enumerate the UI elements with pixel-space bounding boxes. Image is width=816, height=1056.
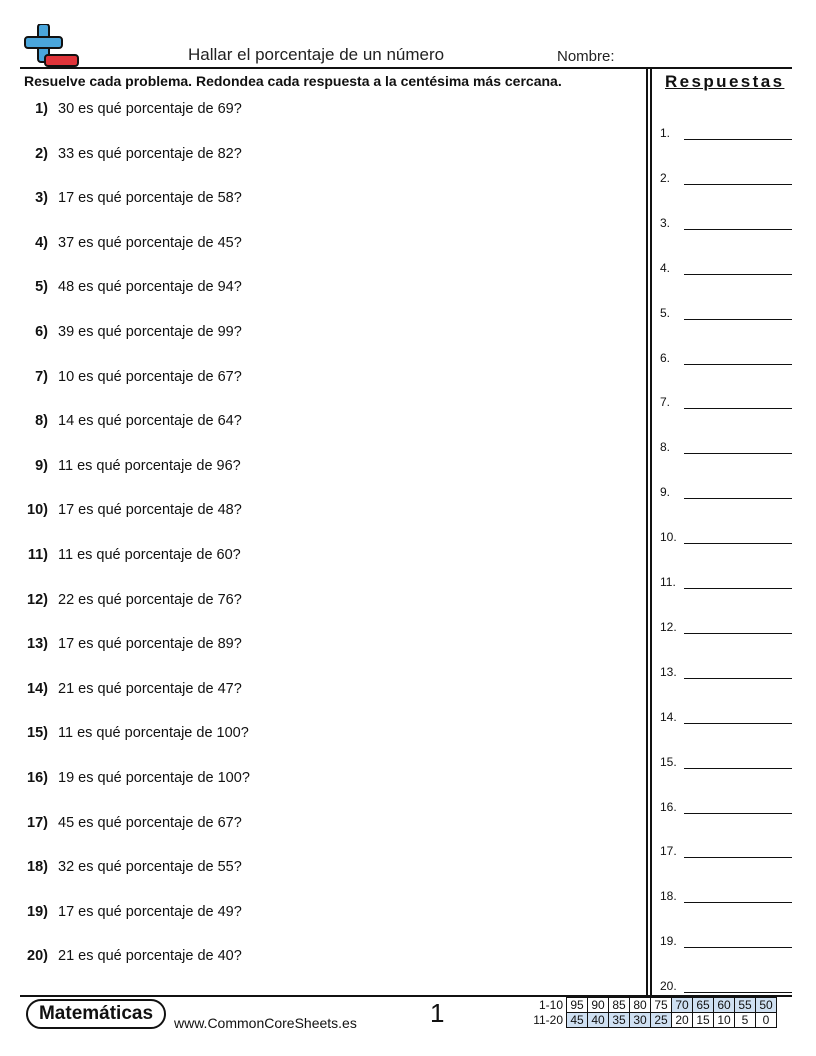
problem-text: 10 es qué porcentaje de 67? — [58, 368, 242, 385]
problem-text: 22 es qué porcentaje de 76? — [58, 591, 242, 608]
problem-number: 13) — [27, 636, 48, 653]
problem-number: 15) — [27, 725, 48, 742]
problem-text: 17 es qué porcentaje de 58? — [58, 190, 242, 207]
answer-column-divider-right — [650, 67, 652, 996]
score-table — [527, 997, 777, 1028]
problem-item — [0, 636, 242, 652]
worksheet-title: Hallar el porcentaje de un número — [188, 45, 445, 64]
problem-number: 5) — [35, 279, 48, 296]
problem-text: 21 es qué porcentaje de 47? — [58, 680, 242, 697]
score-cell: 45 — [567, 1013, 588, 1028]
plus-minus-logo-icon — [24, 24, 80, 68]
answer-blank[interactable] — [684, 992, 792, 993]
answer-item — [660, 751, 792, 769]
problem-item — [0, 279, 242, 295]
problem-number: 11) — [27, 547, 48, 563]
problem-text: 39 es qué porcentaje de 99? — [58, 324, 242, 340]
answer-label: 6. — [660, 350, 671, 365]
score-cell: 20 — [672, 1013, 693, 1028]
score-cell: 95 — [567, 998, 588, 1013]
instructions: Resuelve cada problema. Redondea cada respuesta a la centésima más cercana. — [24, 73, 562, 89]
problem-text: 11 es qué porcentaje de 96? — [58, 457, 241, 474]
answer-item — [660, 122, 792, 140]
answer-label: 16. — [660, 799, 677, 814]
problem-item — [0, 681, 242, 697]
problem-text: 45 es qué porcentaje de 67? — [58, 814, 242, 831]
answer-item — [660, 885, 792, 903]
answer-blank[interactable] — [684, 364, 792, 365]
answer-label: 2. — [660, 170, 671, 185]
problem-item — [0, 369, 242, 385]
problem-number: 17) — [27, 814, 48, 831]
answer-item — [660, 526, 792, 544]
problem-item — [0, 592, 242, 608]
answer-blank[interactable] — [684, 139, 792, 140]
problem-number: 16) — [27, 770, 48, 786]
answer-label: 15. — [660, 754, 677, 769]
problem-item — [0, 547, 241, 563]
answer-label: 1. — [660, 126, 671, 140]
answer-blank[interactable] — [684, 768, 792, 769]
answer-label: 12. — [660, 619, 677, 634]
answer-column-divider-left — [646, 67, 648, 996]
score-row — [527, 998, 777, 1013]
answer-blank[interactable] — [684, 274, 792, 275]
problem-text: 30 es qué porcentaje de 69? — [58, 101, 242, 117]
problem-item — [0, 815, 242, 831]
score-row-label: 11-20 — [533, 1013, 563, 1027]
score-cell: 15 — [693, 1013, 714, 1028]
problem-text: 37 es qué porcentaje de 45? — [58, 234, 242, 251]
problem-number: 6) — [35, 324, 48, 340]
score-cell: 10 — [714, 1013, 735, 1028]
score-cell: 30 — [630, 1013, 651, 1028]
problem-text: 14 es qué porcentaje de 64? — [58, 413, 242, 430]
answer-item — [660, 796, 792, 814]
answer-blank[interactable] — [684, 319, 792, 320]
answer-item — [660, 302, 792, 320]
problem-number: 8) — [35, 413, 48, 430]
problem-text: 17 es qué porcentaje de 48? — [58, 502, 242, 519]
answers-title: Respuestas — [665, 72, 785, 91]
answer-label: 14. — [660, 709, 677, 724]
score-cell: 50 — [756, 998, 777, 1013]
answer-label: 5. — [660, 305, 671, 320]
score-cell: 55 — [735, 998, 756, 1013]
answer-label: 19. — [660, 934, 677, 949]
problem-item — [0, 413, 242, 429]
problem-number: 14) — [27, 680, 48, 697]
answer-label: 17. — [660, 844, 677, 859]
website-link[interactable]: www.CommonCoreSheets.es — [174, 1015, 357, 1031]
score-row-label: 1-10 — [538, 998, 563, 1012]
answer-label: 9. — [660, 485, 671, 500]
answer-blank[interactable] — [684, 543, 792, 544]
answer-blank[interactable] — [684, 947, 792, 948]
answer-item — [660, 975, 792, 993]
answer-item — [660, 616, 792, 634]
answer-label: 4. — [660, 260, 671, 275]
answer-item — [660, 930, 792, 948]
problem-item — [0, 190, 242, 206]
score-cell: 40 — [588, 1013, 609, 1028]
problem-text: 17 es qué porcentaje de 49? — [58, 903, 242, 920]
answer-blank[interactable] — [684, 902, 792, 903]
answer-label: 8. — [660, 440, 671, 455]
score-cell: 90 — [588, 998, 609, 1013]
answer-item — [660, 167, 792, 185]
problem-number: 1) — [35, 101, 48, 117]
answer-label: 10. — [660, 530, 677, 545]
problem-text: 11 es qué porcentaje de 60? — [58, 547, 241, 563]
score-cell: 75 — [651, 998, 672, 1013]
answer-label: 18. — [660, 889, 677, 904]
score-cell: 35 — [609, 1013, 630, 1028]
answer-item — [660, 212, 792, 230]
answer-blank[interactable] — [684, 498, 792, 499]
problem-number: 4) — [35, 234, 48, 251]
problem-number: 19) — [27, 903, 48, 920]
score-cell: 25 — [651, 1013, 672, 1028]
problem-item — [0, 324, 242, 340]
score-cell: 85 — [609, 998, 630, 1013]
score-cell: 65 — [693, 998, 714, 1013]
answer-blank[interactable] — [684, 229, 792, 230]
answer-blank[interactable] — [684, 678, 792, 679]
answer-item — [660, 661, 792, 679]
problem-item — [0, 948, 242, 964]
score-cell: 80 — [630, 998, 651, 1013]
score-cell: 5 — [735, 1013, 756, 1028]
answer-label: 3. — [660, 215, 671, 230]
name-label: Nombre: — [557, 48, 615, 65]
problem-number: 10) — [27, 502, 48, 519]
brand-badge: Matemáticas — [26, 999, 166, 1029]
problem-number: 7) — [35, 368, 48, 385]
problem-number: 9) — [35, 457, 48, 474]
answer-label: 7. — [660, 395, 671, 410]
problem-text: 21 es qué porcentaje de 40? — [58, 948, 242, 965]
answer-item — [660, 481, 792, 499]
answer-blank[interactable] — [684, 184, 792, 185]
page-number: 1 — [430, 998, 445, 1028]
answer-item — [660, 436, 792, 454]
answer-blank[interactable] — [684, 633, 792, 634]
problem-number: 2) — [35, 145, 48, 162]
answer-item — [660, 347, 792, 365]
answer-blank[interactable] — [684, 723, 792, 724]
problem-text: 32 es qué porcentaje de 55? — [58, 859, 242, 876]
problem-item — [0, 235, 242, 251]
problem-text: 17 es qué porcentaje de 89? — [58, 636, 242, 653]
problem-item — [0, 458, 241, 474]
answer-item — [660, 571, 792, 589]
problem-item — [0, 146, 242, 162]
answer-blank[interactable] — [684, 408, 792, 409]
answer-blank[interactable] — [684, 453, 792, 454]
answer-item — [660, 706, 792, 724]
problem-item — [0, 904, 242, 920]
score-cell: 60 — [714, 998, 735, 1013]
score-row — [527, 1013, 777, 1028]
answer-label: 13. — [660, 664, 677, 679]
answer-item — [660, 391, 792, 409]
score-cell: 0 — [756, 1013, 777, 1028]
answer-item — [660, 840, 792, 858]
problem-text: 19 es qué porcentaje de 100? — [58, 770, 250, 786]
problem-number: 12) — [27, 591, 48, 608]
answer-label: 11. — [660, 575, 676, 589]
problem-item — [0, 502, 242, 518]
problem-item — [0, 859, 242, 875]
score-cell: 70 — [672, 998, 693, 1013]
problem-number: 20) — [27, 948, 48, 965]
problem-text: 33 es qué porcentaje de 82? — [58, 145, 242, 162]
problem-item — [0, 101, 242, 117]
header-divider — [20, 67, 792, 69]
answer-blank[interactable] — [684, 857, 792, 858]
answer-label: 20. — [660, 979, 677, 994]
problem-number: 18) — [27, 859, 48, 876]
problem-text: 48 es qué porcentaje de 94? — [58, 279, 242, 296]
problem-item — [0, 770, 250, 786]
answer-blank[interactable] — [684, 813, 792, 814]
problem-text: 11 es qué porcentaje de 100? — [58, 725, 249, 742]
problem-item — [0, 725, 249, 741]
problem-number: 3) — [35, 190, 48, 207]
answer-item — [660, 257, 792, 275]
answer-blank[interactable] — [684, 588, 792, 589]
